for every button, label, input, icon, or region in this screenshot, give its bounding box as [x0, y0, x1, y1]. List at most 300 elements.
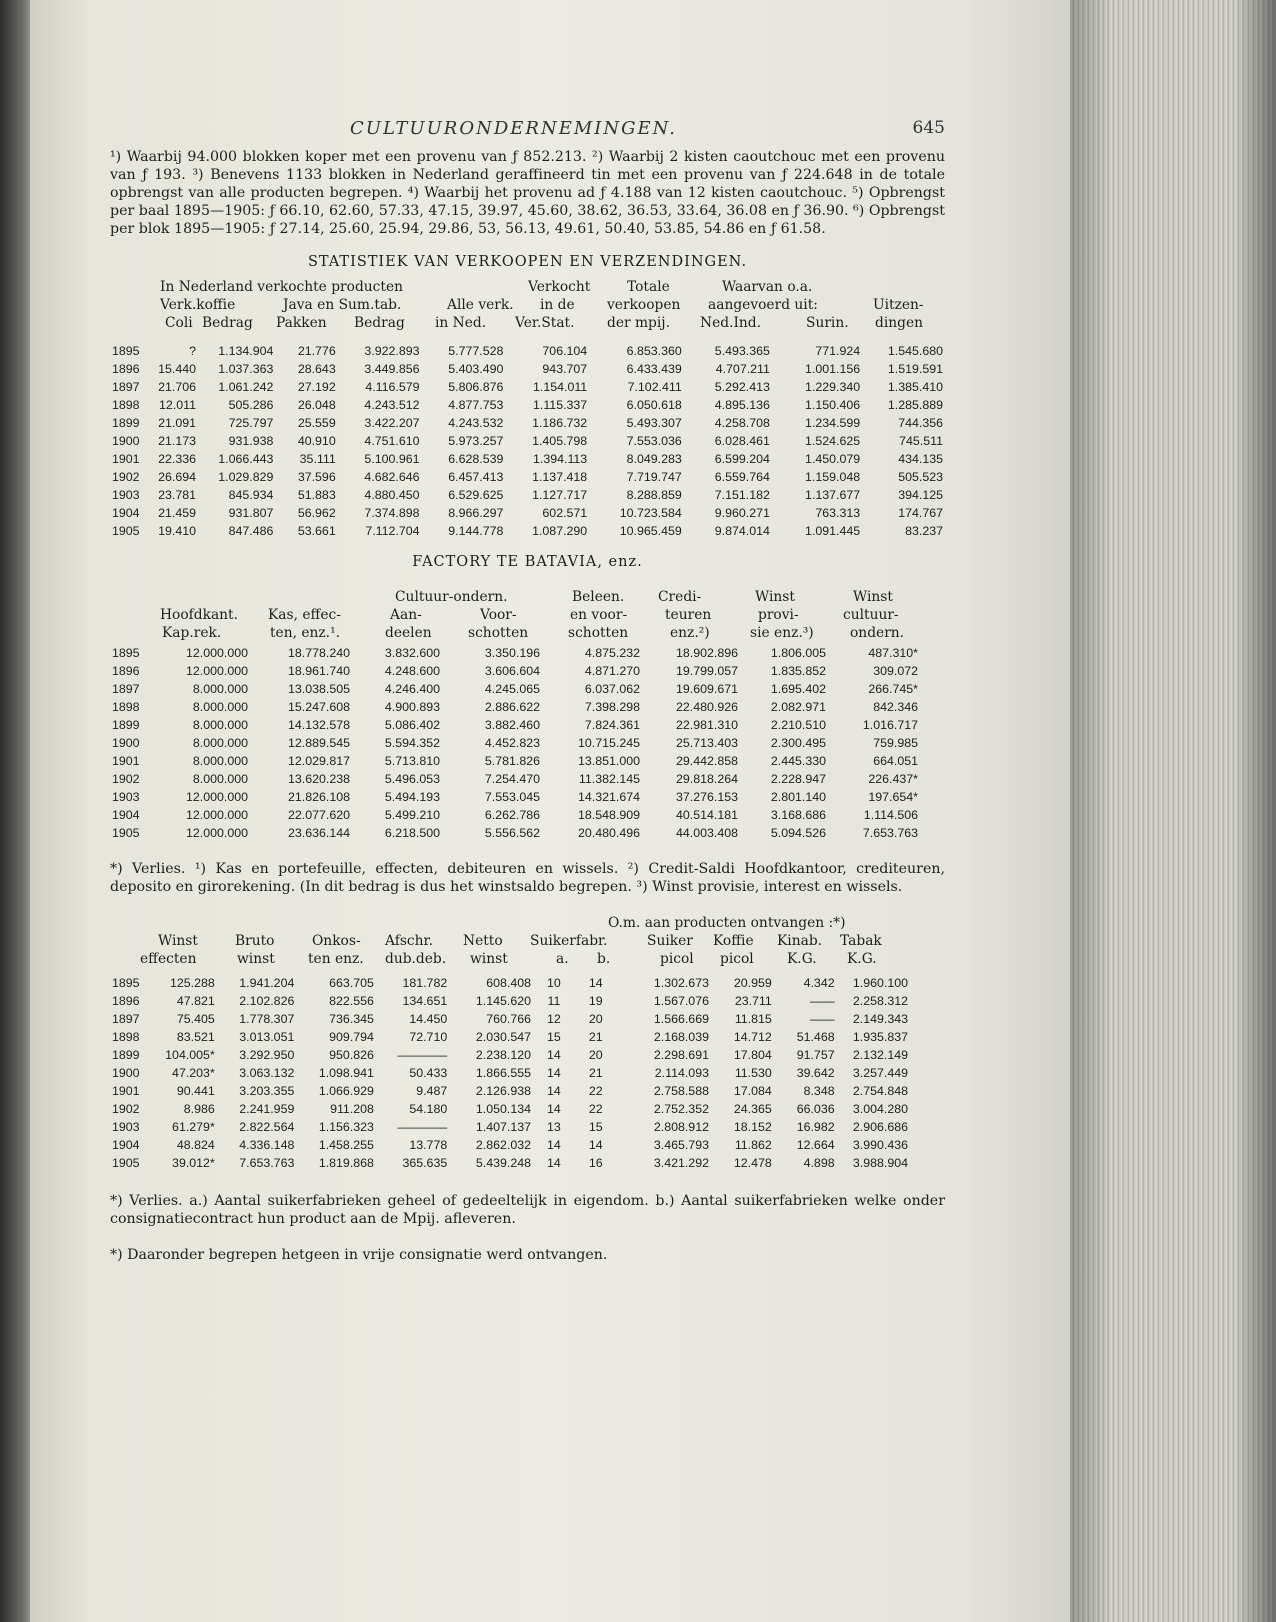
t3-group: O.m. aan producten ontvangen :*)	[608, 915, 846, 931]
data-cell: 35.111	[299, 452, 336, 466]
data-cell: 22	[588, 1102, 603, 1116]
table-row	[110, 1136, 910, 1154]
data-cell: 23.781	[158, 488, 197, 502]
data-cell: 174.767	[898, 506, 943, 520]
table1-header	[110, 278, 945, 334]
data-cell: 12.000.000	[185, 664, 248, 678]
t2-kas: Kas, effec-	[268, 607, 341, 623]
data-cell: 15.440	[158, 362, 197, 376]
t1-alle-verk: Alle verk.	[447, 297, 514, 313]
t2-winst1: Winst	[755, 589, 795, 605]
data-cell: 1.302.673	[653, 976, 709, 990]
data-cell: 26.048	[297, 398, 336, 412]
data-cell: 2.298.691	[653, 1048, 709, 1062]
data-cell: 1.935.837	[852, 1030, 908, 1044]
data-cell: 16	[588, 1156, 603, 1170]
data-cell: 18.548.909	[577, 808, 640, 822]
data-cell: 4.751.610	[364, 434, 420, 448]
t3-ten-enz: ten enz.	[308, 951, 364, 967]
data-cell: 20.959	[733, 976, 772, 990]
year-cell: 1898	[112, 1030, 140, 1044]
data-cell: 24.365	[733, 1102, 772, 1116]
data-cell: 3.203.355	[239, 1084, 295, 1098]
data-cell: 19	[588, 994, 603, 1008]
data-cell: 2.030.547	[475, 1030, 531, 1044]
t1-waarvan: Waarvan o.a.	[722, 279, 813, 295]
t2-deelen: deelen	[385, 625, 432, 641]
data-cell: 1.001.156	[805, 362, 861, 376]
year-cell: 1896	[112, 362, 140, 376]
data-cell: 6.050.618	[626, 398, 682, 412]
year-cell: 1895	[112, 646, 140, 660]
data-cell: 14.450	[409, 1012, 448, 1026]
data-cell: 2.258.312	[852, 994, 908, 1008]
data-cell: 8.000.000	[192, 772, 248, 786]
data-cell: 6.457.413	[448, 470, 504, 484]
year-cell: 1903	[112, 790, 140, 804]
data-cell: 5.086.402	[384, 718, 440, 732]
data-cell: 3.004.280	[852, 1102, 908, 1116]
table-row	[110, 1100, 910, 1118]
data-cell: 745.511	[899, 434, 943, 448]
t3-bruto: Bruto	[235, 933, 275, 949]
data-cell: 7.719.747	[626, 470, 682, 484]
data-cell: 29.818.264	[675, 772, 738, 786]
data-cell: 12.011	[159, 398, 197, 412]
t1-group-nl: In Nederland verkochte producten	[160, 279, 403, 295]
table-row	[110, 1046, 910, 1064]
data-cell: 911.208	[330, 1102, 374, 1116]
data-cell: 1.405.798	[532, 434, 588, 448]
data-cell: 2.210.510	[770, 718, 826, 732]
data-cell: 5.806.876	[448, 380, 504, 394]
year-cell: 1904	[112, 1138, 140, 1152]
year-cell: 1902	[112, 1102, 140, 1116]
table-row	[110, 450, 945, 468]
table-row	[110, 1064, 910, 1082]
data-cell: 931.938	[228, 434, 274, 448]
data-cell: 18.778.240	[287, 646, 350, 660]
data-cell: 2.082.971	[770, 700, 826, 714]
data-cell: 10.965.459	[619, 524, 682, 538]
data-cell: 14	[547, 1048, 561, 1062]
t3-b: b.	[597, 951, 611, 967]
year-cell: 1905	[112, 826, 140, 840]
data-cell: 20	[588, 1048, 603, 1062]
data-cell: 8.986	[183, 1102, 215, 1116]
data-cell: 771.924	[815, 344, 861, 358]
data-cell: 6.218.500	[384, 826, 440, 840]
table-row	[110, 522, 945, 540]
data-cell: 14	[547, 1102, 561, 1116]
table1	[110, 342, 945, 540]
year-cell: 1899	[112, 1048, 140, 1062]
data-cell: 12.000.000	[185, 790, 248, 804]
year-cell: 1900	[112, 1066, 140, 1080]
t1-col-bedrag2: Bedrag	[354, 315, 405, 331]
data-cell: 12.000.000	[185, 646, 248, 660]
data-cell: 487.310*	[868, 646, 918, 660]
t3-picol2: picol	[720, 951, 754, 967]
table-row	[110, 824, 920, 842]
t1-verkoopen: verkoopen	[607, 297, 681, 313]
data-cell: 15	[547, 1030, 561, 1044]
data-cell: 763.313	[815, 506, 861, 520]
t1-col-verstat: Ver.Stat.	[515, 315, 575, 331]
data-cell: 14	[588, 976, 603, 990]
data-cell: 9.487	[416, 1084, 448, 1098]
data-cell: 11.815	[734, 1012, 772, 1026]
data-cell: ——	[809, 994, 835, 1008]
t2-aan: Aan-	[390, 607, 422, 623]
data-cell: 3.168.686	[770, 808, 826, 822]
data-cell: 16.982	[796, 1120, 835, 1134]
data-cell: 5.973.257	[448, 434, 504, 448]
year-cell: 1896	[112, 664, 140, 678]
data-cell: 3.922.893	[364, 344, 420, 358]
year-cell: 1901	[112, 452, 140, 466]
data-cell: 5.713.810	[384, 754, 440, 768]
data-cell: 8.000.000	[192, 700, 248, 714]
data-cell: 4.248.600	[384, 664, 440, 678]
data-cell: 40.910	[297, 434, 336, 448]
data-cell: 23.636.144	[287, 826, 350, 840]
data-cell: 1.458.255	[318, 1138, 374, 1152]
data-cell: 18.961.740	[287, 664, 350, 678]
data-cell: 5.496.053	[384, 772, 440, 786]
data-cell: 3.350.196	[484, 646, 540, 660]
t3-kinab: Kinab.	[777, 933, 823, 949]
data-cell: 943.707	[542, 362, 588, 376]
t1-col-bedrag: Bedrag	[202, 315, 253, 331]
data-cell: 91.757	[796, 1048, 835, 1062]
data-cell: 22.981.310	[675, 718, 738, 732]
data-cell: 664.051	[873, 754, 918, 768]
data-cell: 1.229.340	[805, 380, 861, 394]
data-cell: 2.822.564	[239, 1120, 295, 1134]
table1-body	[110, 342, 945, 540]
t3-suikerfabr: Suikerfabr.	[530, 933, 608, 949]
data-cell: 1.134.904	[218, 344, 274, 358]
data-cell: 3.832.600	[384, 646, 440, 660]
data-cell: 1.114.506	[863, 808, 918, 822]
data-cell: 22	[588, 1084, 603, 1098]
table-row	[110, 468, 945, 486]
table-row	[110, 752, 920, 770]
data-cell: 8.348	[803, 1084, 835, 1098]
t3-tabak: Tabak	[840, 933, 882, 949]
year-cell: 1899	[112, 718, 140, 732]
data-cell: 8.000.000	[192, 736, 248, 750]
data-cell: 10.715.245	[577, 736, 640, 750]
data-cell: 2.752.352	[653, 1102, 709, 1116]
table1-title: STATISTIEK VAN VERKOOPEN EN VERZENDINGEN.	[307, 254, 748, 270]
table-row	[110, 806, 920, 824]
data-cell: 226.437*	[868, 772, 918, 786]
t2-cultuur: Cultuur-ondern.	[395, 589, 508, 605]
data-cell: 15.247.608	[287, 700, 350, 714]
data-cell: 4.682.646	[364, 470, 420, 484]
t3-winst: Winst	[158, 933, 198, 949]
data-cell: 90.441	[176, 1084, 215, 1098]
data-cell: 11.862	[734, 1138, 772, 1152]
data-cell: 47.821	[176, 994, 215, 1008]
table-row	[110, 734, 920, 752]
data-cell: 1.137.418	[532, 470, 588, 484]
data-cell: 5.556.562	[484, 826, 540, 840]
page-number: 645	[912, 118, 945, 138]
year-cell: 1903	[112, 488, 140, 502]
data-cell: 125.288	[169, 976, 215, 990]
data-cell: 25.713.403	[675, 736, 738, 750]
data-cell: 1.519.591	[887, 362, 943, 376]
data-cell: 608.408	[486, 976, 531, 990]
year-cell: 1905	[112, 524, 140, 538]
data-cell: 66.036	[796, 1102, 835, 1116]
table2	[110, 644, 920, 842]
table-row	[110, 698, 920, 716]
t3-a: a.	[556, 951, 569, 967]
data-cell: 5.781.826	[484, 754, 540, 768]
data-cell: 9.144.778	[448, 524, 504, 538]
t1-uitzen: Uitzen-	[873, 297, 924, 313]
data-cell: 1.066.929	[318, 1084, 374, 1098]
data-cell: 1.156.323	[318, 1120, 374, 1134]
data-cell: 759.985	[873, 736, 918, 750]
data-cell: 3.882.460	[484, 718, 540, 732]
table2-header	[110, 588, 945, 644]
t2-ten-enz: ten, enz.¹.	[270, 625, 340, 641]
data-cell: 6.599.204	[714, 452, 770, 466]
table-row	[110, 504, 945, 522]
data-cell: 17.084	[733, 1084, 772, 1098]
data-cell: 931.807	[228, 506, 274, 520]
data-cell: 7.102.411	[627, 380, 682, 394]
year-cell: 1897	[112, 682, 140, 696]
data-cell: 4.243.532	[448, 416, 504, 430]
data-cell: 13	[547, 1120, 561, 1134]
data-cell: 760.766	[486, 1012, 531, 1026]
data-cell: 13.620.238	[287, 772, 350, 786]
data-cell: 4.871.270	[584, 664, 640, 678]
data-cell: 5.403.490	[448, 362, 504, 376]
data-cell: 5.494.193	[384, 790, 440, 804]
year-cell: 1895	[112, 344, 140, 358]
data-cell: 13.851.000	[577, 754, 640, 768]
data-cell: 28.643	[297, 362, 336, 376]
data-cell: 7.374.898	[364, 506, 420, 520]
data-cell: 44.003.408	[675, 826, 738, 840]
t3-netto: Netto	[463, 933, 503, 949]
t1-col-surin: Surin.	[806, 315, 849, 331]
table-row	[110, 680, 920, 698]
data-cell: 847.486	[228, 524, 274, 538]
data-cell: 7.824.361	[584, 718, 640, 732]
data-cell: 5.499.210	[384, 808, 440, 822]
data-cell: 8.000.000	[192, 754, 248, 768]
data-cell: 6.433.439	[626, 362, 682, 376]
data-cell: 6.028.461	[714, 434, 770, 448]
data-cell: 37.276.153	[675, 790, 738, 804]
t2-credi: Credi-	[658, 589, 702, 605]
data-cell: 39.012*	[172, 1156, 215, 1170]
data-cell: ————	[397, 1048, 448, 1062]
table-row	[110, 716, 920, 734]
year-cell: 1903	[112, 1120, 140, 1134]
data-cell: 5.292.413	[714, 380, 770, 394]
data-cell: 602.571	[542, 506, 588, 520]
data-cell: 83.521	[176, 1030, 215, 1044]
t2-enz: enz.²)	[670, 625, 710, 641]
data-cell: 7.112.704	[365, 524, 420, 538]
data-cell: 21.776	[297, 344, 336, 358]
data-cell: 6.529.625	[448, 488, 504, 502]
t1-verk-koffie: Verk.koffie	[160, 297, 236, 313]
data-cell: 365.635	[402, 1156, 448, 1170]
data-cell: 83.237	[905, 524, 943, 538]
data-cell: 21	[588, 1030, 603, 1044]
data-cell: 5.094.526	[770, 826, 826, 840]
data-cell: 4.452.823	[484, 736, 540, 750]
data-cell: 18.152	[733, 1120, 772, 1134]
t2-cultuur-ondern: cultuur-	[843, 607, 899, 623]
year-cell: 1898	[112, 700, 140, 714]
data-cell: 14	[547, 1138, 561, 1152]
data-cell: 2.132.149	[852, 1048, 908, 1062]
table-row	[110, 788, 920, 806]
data-cell: 53.661	[297, 524, 336, 538]
year-cell: 1896	[112, 994, 140, 1008]
data-cell: 4.336.148	[239, 1138, 295, 1152]
data-cell: 22.077.620	[287, 808, 350, 822]
t2-en-voor: en voor-	[570, 607, 628, 623]
data-cell: 2.114.093	[654, 1066, 709, 1080]
t2-provi: provi-	[758, 607, 799, 623]
data-cell: 1.285.889	[887, 398, 943, 412]
data-cell: 3.257.449	[852, 1066, 908, 1080]
data-cell: 13.778	[409, 1138, 448, 1152]
table3-header	[110, 914, 945, 970]
running-title: CULTUURONDERNEMINGEN.	[350, 118, 677, 139]
data-cell: 736.345	[329, 1012, 374, 1026]
data-cell: 21	[588, 1066, 603, 1080]
data-cell: 3.465.793	[653, 1138, 709, 1152]
data-cell: 12	[547, 1012, 561, 1026]
t1-col-in-ned: in Ned.	[435, 315, 487, 331]
data-cell: 1.385.410	[887, 380, 943, 394]
data-cell: 1.154.011	[533, 380, 588, 394]
data-cell: 3.292.950	[239, 1048, 295, 1062]
data-cell: 6.559.764	[714, 470, 770, 484]
data-cell: 909.794	[329, 1030, 374, 1044]
data-cell: 725.797	[228, 416, 274, 430]
t2-schotten2: schotten	[568, 625, 629, 641]
data-cell: 1.087.290	[532, 524, 588, 538]
t2-teuren: teuren	[665, 607, 712, 623]
data-cell: 12.664	[796, 1138, 835, 1152]
data-cell: 37.596	[297, 470, 336, 484]
data-cell: 15	[588, 1120, 603, 1134]
year-cell: 1901	[112, 1084, 140, 1098]
data-cell: 7.653.763	[239, 1156, 295, 1170]
data-cell: 3.421.292	[653, 1156, 709, 1170]
data-cell: 2.168.039	[653, 1030, 709, 1044]
data-cell: 8.288.859	[626, 488, 682, 502]
data-cell: 75.405	[176, 1012, 215, 1026]
data-cell: 2.149.343	[852, 1012, 908, 1026]
t1-col-coli: Coli	[165, 315, 193, 331]
data-cell: 7.553.045	[484, 790, 540, 804]
data-cell: 5.439.248	[475, 1156, 531, 1170]
footnotes-top: ¹) Waarbij 94.000 blokken koper met een provenu van ƒ 852.213. ²) Waarbij 2 kisten caoutchouc met een provenu van ƒ 193. ³) Benevens 1133 blokken in Nederland geraffineerd tin met een provenu van ƒ 224.648 in de totale opbrengst van alle producten begrepen. ⁴) Waarbij het provenu ad ƒ 4.188 van 12 kisten caoutchouc. ⁵) Opbrengst per baal 1895—1905: ƒ 66.10, 62.60, 57.33, 47.15, 39.97, 45.60, 38.62, 36.53, 33.64, 36.08 en ƒ 36.90. ⁶) Opbrengst per blok 1895—1905: ƒ 27.14, 25.60, 25.94, 29.86, 53, 56.13, 49.61, 50.40, 53.85, 54.86 en ƒ 61.58.	[110, 149, 945, 237]
data-cell: 22.480.926	[675, 700, 738, 714]
year-cell: 1901	[112, 754, 140, 768]
t3-afschr: Afschr.	[385, 933, 433, 949]
data-cell: 21.706	[158, 380, 197, 394]
year-cell: 1904	[112, 506, 140, 520]
data-cell: 27.192	[297, 380, 336, 394]
data-cell: 13.038.505	[287, 682, 350, 696]
data-cell: 21.173	[158, 434, 197, 448]
t2-schotten: schotten	[468, 625, 529, 641]
data-cell: 7.653.763	[862, 826, 918, 840]
data-cell: 25.559	[297, 416, 336, 430]
data-cell: 3.990.436	[852, 1138, 908, 1152]
data-cell: 29.442.858	[675, 754, 738, 768]
data-cell: 1.186.732	[532, 416, 588, 430]
data-cell: 18.902.896	[675, 646, 738, 660]
t2-kaprek: Kap.rek.	[162, 625, 222, 641]
data-cell: 40.514.181	[675, 808, 738, 822]
t1-aangevoerd: aangevoerd uit:	[708, 297, 818, 313]
data-cell: 4.898	[803, 1156, 835, 1170]
t3-koffie: Koffie	[713, 933, 754, 949]
data-cell: 1.115.337	[533, 398, 588, 412]
table-row	[110, 1082, 910, 1100]
year-cell: 1895	[112, 976, 140, 990]
data-cell: 1.566.669	[653, 1012, 709, 1026]
data-cell: 11.382.145	[578, 772, 640, 786]
data-cell: 2.808.912	[653, 1120, 709, 1134]
data-cell: 1.450.079	[805, 452, 861, 466]
data-cell: 505.523	[898, 470, 943, 484]
data-cell: 1.545.680	[887, 344, 943, 358]
data-cell: 1.960.100	[852, 976, 908, 990]
data-cell: 2.300.495	[770, 736, 826, 750]
data-cell: 1.394.113	[533, 452, 588, 466]
data-cell: 8.966.297	[448, 506, 504, 520]
data-cell: 6.037.062	[584, 682, 640, 696]
data-cell: 5.594.352	[384, 736, 440, 750]
page-content	[110, 110, 945, 1270]
data-cell: 4.875.232	[584, 646, 640, 660]
table-row	[110, 360, 945, 378]
data-cell: 11.530	[734, 1066, 772, 1080]
running-head	[110, 110, 945, 148]
data-cell: 1.091.445	[805, 524, 861, 538]
data-cell: 2.126.938	[475, 1084, 531, 1098]
data-cell: 1.407.137	[475, 1120, 531, 1134]
data-cell: 1.016.717	[862, 718, 918, 732]
data-cell: 2.754.848	[852, 1084, 908, 1098]
table-row	[110, 432, 945, 450]
table-row	[110, 378, 945, 396]
t2-sie-enz: sie enz.³)	[750, 625, 814, 641]
data-cell: 3.422.207	[364, 416, 420, 430]
data-cell: 2.862.032	[475, 1138, 531, 1152]
data-cell: 20.480.496	[577, 826, 640, 840]
data-cell: 1.835.852	[770, 664, 826, 678]
